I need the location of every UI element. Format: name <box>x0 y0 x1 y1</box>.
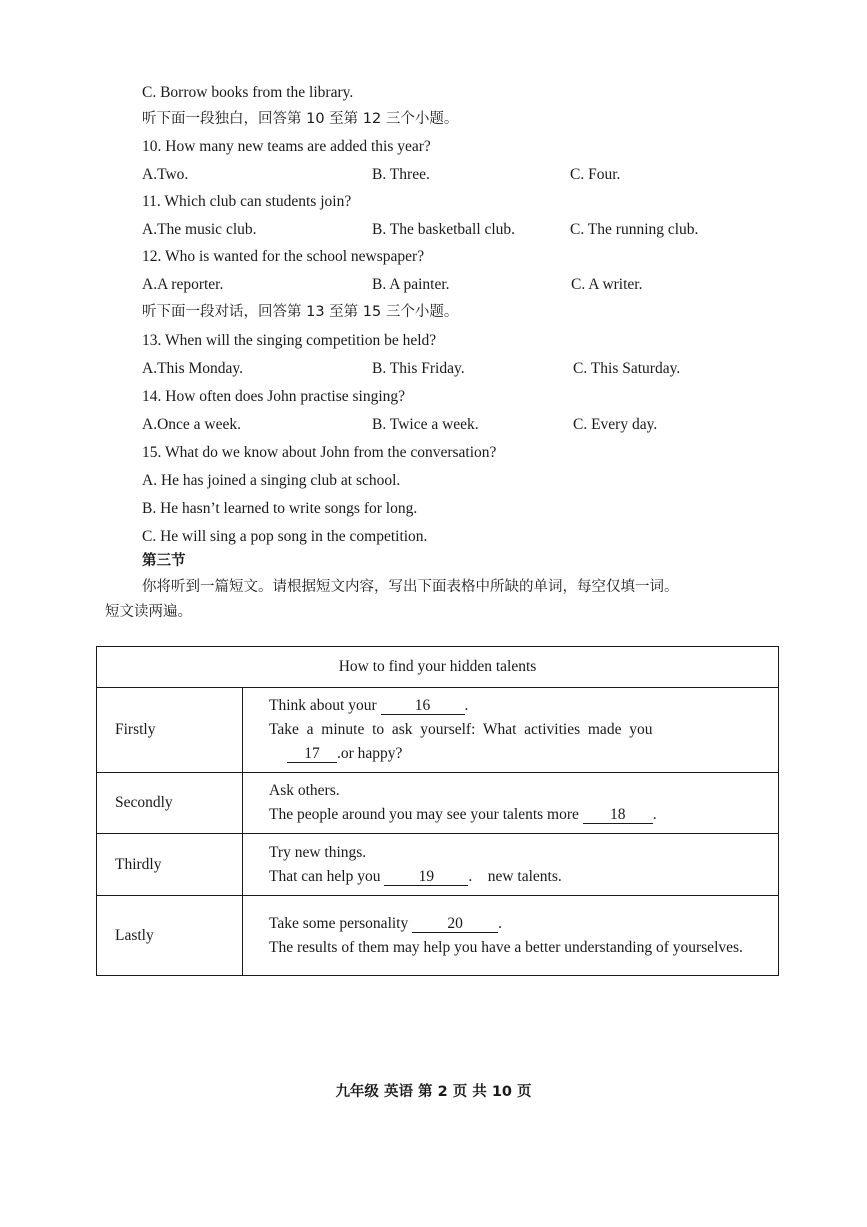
detail-text: . <box>464 697 469 714</box>
talents-table <box>96 646 779 976</box>
q11-stem: 11. Which club can students join? <box>142 193 352 210</box>
detail-text: Think about your <box>269 697 377 714</box>
table-title: How to find your hidden talents <box>97 647 779 688</box>
table-row <box>97 896 779 976</box>
q15-option-b: B. He hasn’t learned to write songs for long. <box>142 500 418 517</box>
detail-line: Try new things. <box>269 843 367 861</box>
monologue-instruction: 听下面一段独白，回答第 10 至第 12 三个小题。 <box>142 111 459 127</box>
answer-blank-17[interactable]: 17 <box>287 746 337 763</box>
step-label: Thirdly <box>97 834 243 896</box>
q11-option-a: A.The music club. <box>142 221 257 238</box>
section3-heading: 第三节 <box>142 553 186 569</box>
q10-option-c: C. Four. <box>570 166 621 183</box>
step-label: Lastly <box>97 896 243 976</box>
q14-option-c: C. Every day. <box>573 416 658 433</box>
q12-option-a: A.A reporter. <box>142 276 224 293</box>
table-row <box>97 834 779 896</box>
table-row <box>97 688 779 773</box>
q13-stem: 13. When will the singing competition be held? <box>142 332 437 349</box>
detail-line <box>269 865 752 889</box>
detail-text: . <box>652 806 657 823</box>
q9-option-c: C. Borrow books from the library. <box>142 84 354 101</box>
q13-option-c: C. This Saturday. <box>573 360 681 377</box>
q13-option-a: A.This Monday. <box>142 360 244 377</box>
q12-option-c: C. A writer. <box>571 276 643 293</box>
step-detail <box>243 896 779 976</box>
section3-instruction-line1: 你将听到一篇短文。请根据短文内容，写出下面表格中所缺的单词，每空仅填一词。 <box>142 579 679 595</box>
detail-line <box>269 913 752 934</box>
q14-stem: 14. How often does John practise singing? <box>142 388 406 405</box>
detail-line: Take a minute to ask yourself: What activities made you <box>269 721 653 738</box>
q14-option-b: B. Twice a week. <box>372 416 479 433</box>
detail-text: Take some personality <box>269 915 409 932</box>
q13-option-b: B. This Friday. <box>372 360 465 377</box>
table-row <box>97 773 779 834</box>
detail-text: . new talents. <box>468 867 562 885</box>
step-detail <box>243 773 779 834</box>
q12-stem: 12. Who is wanted for the school newspaper? <box>142 248 425 265</box>
q15-option-c: C. He will sing a pop song in the competition. <box>142 528 428 545</box>
answer-blank-16[interactable]: 16 <box>381 698 465 715</box>
q12-option-b: B. A painter. <box>372 276 450 293</box>
step-label: Firstly <box>97 688 243 773</box>
detail-line <box>269 694 752 718</box>
q11-option-b: B. The basketball club. <box>372 221 516 238</box>
q10-stem: 10. How many new teams are added this year? <box>142 138 431 155</box>
section3-instruction-line2: 短文读两遍。 <box>105 604 192 620</box>
detail-line <box>269 742 752 766</box>
step-detail <box>243 834 779 896</box>
answer-blank-19[interactable]: 19 <box>384 869 468 886</box>
q15-option-a: A. He has joined a singing club at school. <box>142 472 401 489</box>
answer-blank-18[interactable]: 18 <box>583 807 653 824</box>
detail-line: The results of them may help you have a better understanding of yourselves. <box>269 939 743 956</box>
detail-text: . <box>498 915 502 932</box>
answer-blank-20[interactable]: 20 <box>412 916 498 933</box>
detail-text: .or happy? <box>337 745 403 762</box>
detail-text: The people around you may see your talents more <box>269 806 579 823</box>
detail-text: That can help you <box>269 867 381 885</box>
q15-stem: 15. What do we know about John from the conversation? <box>142 444 497 461</box>
detail-line: Ask others. <box>269 782 340 799</box>
q11-option-c: C. The running club. <box>570 221 699 238</box>
page-footer: 九年级 英语 第 2 页 共 10 页 <box>335 1084 532 1100</box>
detail-line <box>269 803 752 827</box>
q10-option-b: B. Three. <box>372 166 430 183</box>
step-detail <box>243 688 779 773</box>
q10-option-a: A.Two. <box>142 166 189 183</box>
dialogue-instruction: 听下面一段对话，回答第 13 至第 15 三个小题。 <box>142 304 459 320</box>
q14-option-a: A.Once a week. <box>142 416 241 433</box>
step-label: Secondly <box>97 773 243 834</box>
